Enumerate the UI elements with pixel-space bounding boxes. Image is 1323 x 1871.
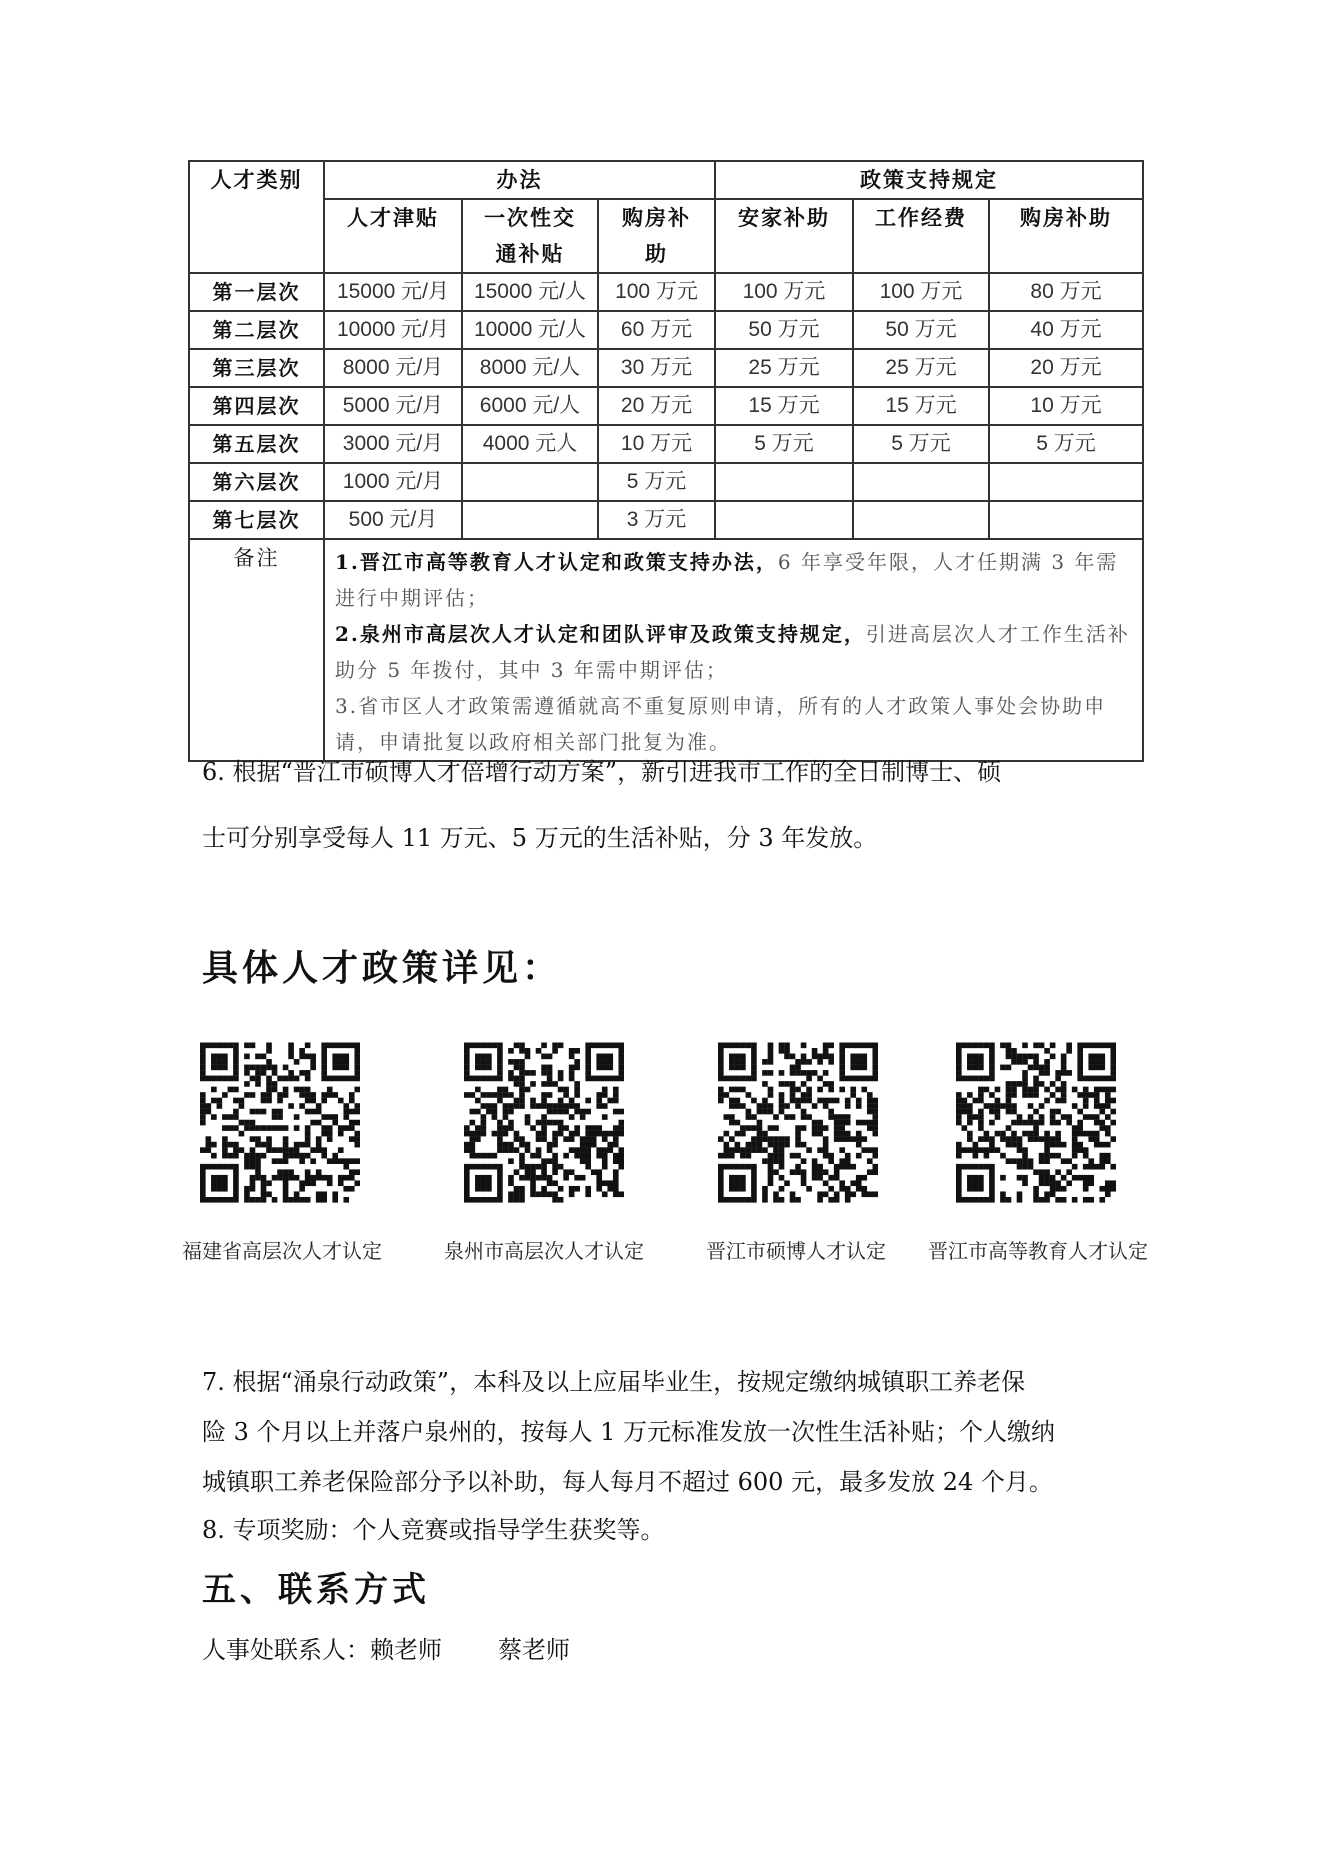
notes-label: 备注 [189, 539, 324, 761]
qr-code-image [718, 1040, 878, 1205]
value-cell: 5000 元/月 [324, 387, 462, 425]
value-cell: 100 万元 [853, 273, 989, 311]
value-cell: 10 万元 [989, 387, 1143, 425]
level-cell: 第六层次 [189, 463, 324, 501]
table-row [189, 273, 1143, 311]
para6-line2: 士可分别享受每人 11 万元、5 万元的生活补贴，分 3 年发放。 [202, 824, 878, 852]
value-cell: 15 万元 [715, 387, 853, 425]
table-row [189, 311, 1143, 349]
note-text: 3.省市区人才政策需遵循就高不重复原则申请，所有的人才政策人事处会协助申请，申请批复以政府相关部门批复为准。 [335, 694, 1107, 754]
note-2 [335, 616, 1132, 688]
value-cell: 20 万元 [598, 387, 715, 425]
header-housing-subsidy-policy: 购房补助 [989, 199, 1143, 273]
talent-policy-table [188, 160, 1144, 762]
qr-code-image [200, 1040, 360, 1205]
value-cell: 15000 元/人 [462, 273, 598, 311]
value-cell: 40 万元 [989, 311, 1143, 349]
level-cell: 第三层次 [189, 349, 324, 387]
para7-line1: 7. 根据“涌泉行动政策”，本科及以上应届毕业生，按规定缴纳城镇职工养老保 [202, 1368, 1026, 1396]
value-cell: 5 万元 [598, 463, 715, 501]
value-cell [462, 501, 598, 539]
qr-code-image [464, 1040, 624, 1205]
value-cell [989, 501, 1143, 539]
header-line: 一次性交 [484, 205, 576, 230]
value-cell: 25 万元 [715, 349, 853, 387]
value-cell: 8000 元/人 [462, 349, 598, 387]
para7-line3: 城镇职工养老保险部分予以补助，每人每月不超过 600 元，最多发放 24 个月。 [202, 1468, 1053, 1496]
value-cell: 15 万元 [853, 387, 989, 425]
qr-caption: 晋江市高等教育人才认定 [928, 1239, 1148, 1263]
contact-label: 人事处联系人： [202, 1636, 370, 1664]
qr-code-image [956, 1040, 1116, 1205]
para6-line1: 6. 根据“晋江市硕博人才倍增行动方案”，新引进我市工作的全日制博士、硕 [202, 758, 1002, 786]
value-cell: 100 万元 [598, 273, 715, 311]
header-method-group: 办法 [324, 161, 715, 199]
value-cell: 3 万元 [598, 501, 715, 539]
value-cell [853, 463, 989, 501]
value-cell: 25 万元 [853, 349, 989, 387]
contact-name: 赖老师 [370, 1636, 442, 1664]
value-cell: 5 万元 [853, 425, 989, 463]
value-cell: 10000 元/月 [324, 311, 462, 349]
para7-line2: 险 3 个月以上并落户泉州的，按每人 1 万元标准发放一次性生活补贴；个人缴纳 [202, 1418, 1056, 1446]
header-line: 通补贴 [495, 241, 565, 266]
value-cell: 30 万元 [598, 349, 715, 387]
header-housing-subsidy [598, 199, 715, 273]
header-policy-group: 政策支持规定 [715, 161, 1143, 199]
table-row [189, 349, 1143, 387]
qr-caption: 晋江市硕博人才认定 [706, 1239, 886, 1263]
section5-heading: 五、联系方式 [202, 1570, 430, 1610]
table-row [189, 463, 1143, 501]
value-cell: 50 万元 [715, 311, 853, 349]
level-cell: 第五层次 [189, 425, 324, 463]
value-cell [989, 463, 1143, 501]
header-line: 助 [645, 241, 668, 266]
note-title: 2.泉州市高层次人才认定和团队评审及政策支持规定， [335, 622, 866, 646]
level-cell: 第二层次 [189, 311, 324, 349]
note-1 [335, 544, 1132, 616]
value-cell: 4000 元人 [462, 425, 598, 463]
value-cell: 5 万元 [989, 425, 1143, 463]
header-talent-allowance: 人才津贴 [324, 199, 462, 273]
header-work-funds: 工作经费 [853, 199, 989, 273]
contact-name: 蔡老师 [498, 1636, 570, 1664]
header-line: 购房补 [622, 205, 691, 230]
value-cell [462, 463, 598, 501]
value-cell: 10000 元/人 [462, 311, 598, 349]
header-settlement-subsidy: 安家补助 [715, 199, 853, 273]
notes-cell [324, 539, 1143, 761]
qr-caption: 福建省高层次人才认定 [182, 1239, 382, 1263]
value-cell: 15000 元/月 [324, 273, 462, 311]
policy-heading: 具体人才政策详见： [202, 947, 563, 989]
note-3 [335, 688, 1132, 760]
value-cell: 100 万元 [715, 273, 853, 311]
value-cell: 50 万元 [853, 311, 989, 349]
value-cell [715, 463, 853, 501]
value-cell: 20 万元 [989, 349, 1143, 387]
value-cell: 500 元/月 [324, 501, 462, 539]
value-cell [715, 501, 853, 539]
level-cell: 第七层次 [189, 501, 324, 539]
value-cell: 1000 元/月 [324, 463, 462, 501]
value-cell: 5 万元 [715, 425, 853, 463]
para8: 8. 专项奖励：个人竞赛或指导学生获奖等。 [202, 1516, 665, 1544]
qr-caption: 泉州市高层次人才认定 [444, 1239, 644, 1263]
header-category: 人才类别 [189, 161, 324, 273]
value-cell: 60 万元 [598, 311, 715, 349]
table-row [189, 501, 1143, 539]
value-cell [853, 501, 989, 539]
value-cell: 6000 元/人 [462, 387, 598, 425]
contact-line [202, 1630, 570, 1665]
note-text: 6 年享受年限，人才任期满 3 年需进行中期评估； [335, 550, 1119, 610]
value-cell: 8000 元/月 [324, 349, 462, 387]
note-title: 1.晋江市高等教育人才认定和政策支持办法， [335, 550, 778, 574]
value-cell: 10 万元 [598, 425, 715, 463]
level-cell: 第四层次 [189, 387, 324, 425]
table-row [189, 425, 1143, 463]
level-cell: 第一层次 [189, 273, 324, 311]
note-text: 引进高层次人才工作生活补助分 5 年拨付，其中 3 年需中期评估； [335, 622, 1130, 682]
header-transport-subsidy [462, 199, 598, 273]
table-row [189, 387, 1143, 425]
value-cell: 3000 元/月 [324, 425, 462, 463]
value-cell: 80 万元 [989, 273, 1143, 311]
